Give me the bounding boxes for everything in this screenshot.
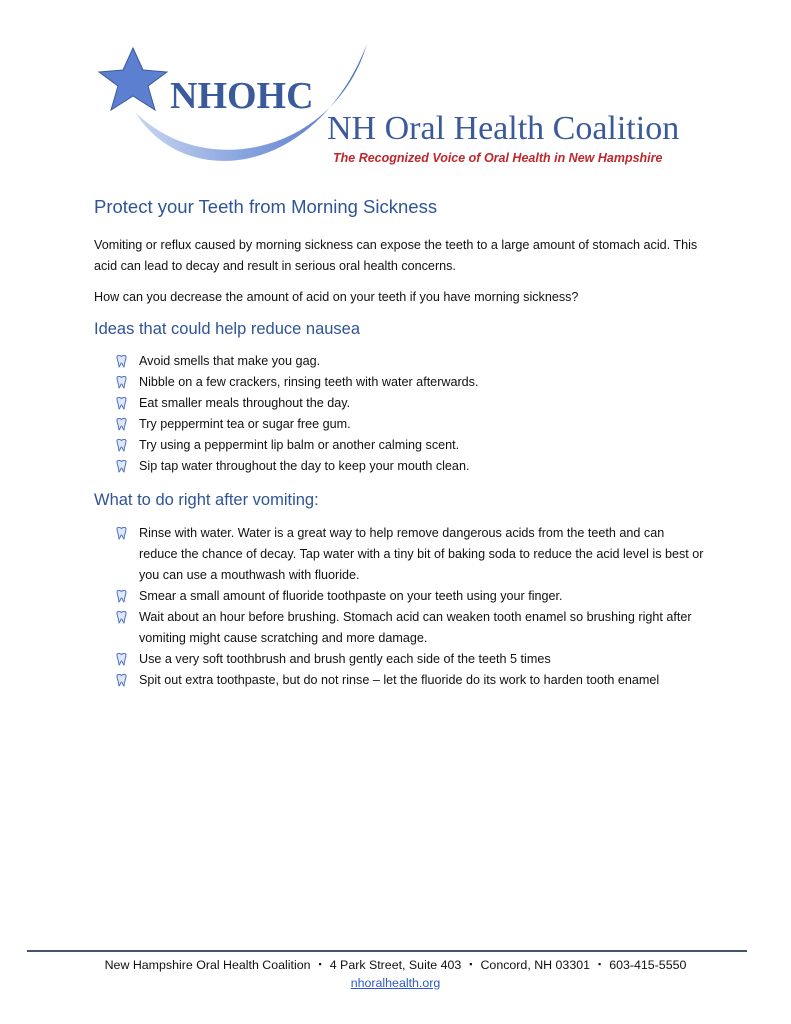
- after-vomiting-list: [94, 523, 704, 691]
- list-item-text: Nibble on a few crackers, rinsing teeth with water afterwards.: [139, 375, 479, 389]
- tooth-icon: [116, 376, 127, 389]
- list-item: [94, 393, 704, 414]
- logo-acronym: NHOHC: [170, 75, 314, 117]
- footer-org: New Hampshire Oral Health Coalition: [104, 958, 311, 972]
- footer-phone: 603-415-5550: [609, 958, 687, 972]
- footer-separator: ▪: [598, 959, 602, 969]
- list-item: [94, 435, 704, 456]
- list-item-text: Try using a peppermint lip balm or another calming scent.: [139, 438, 460, 452]
- organization-tagline: The Recognized Voice of Oral Health in New Hampshire: [333, 151, 663, 165]
- tooth-icon: [116, 527, 127, 540]
- list-item: [94, 649, 704, 670]
- list-item-text: Eat smaller meals throughout the day.: [139, 396, 351, 410]
- list-item-text: Sip tap water throughout the day to keep your mouth clean.: [139, 459, 470, 473]
- list-item: [94, 523, 704, 586]
- list-item-text: Smear a small amount of fluoride toothpaste on your teeth using your finger.: [139, 589, 563, 603]
- tooth-icon: [116, 418, 127, 431]
- list-item: [94, 414, 704, 435]
- section-heading-nausea: Ideas that could help reduce nausea: [94, 320, 361, 338]
- list-item: [94, 586, 704, 607]
- organization-name: NH Oral Health Coalition: [327, 110, 680, 147]
- list-item-text: Wait about an hour before brushing. Stomach acid can weaken tooth enamel so brushing right after vomiting might cause scratching and more damage.: [139, 610, 692, 645]
- page-title: Protect your Teeth from Morning Sickness: [94, 196, 438, 217]
- intro-paragraph: Vomiting or reflux caused by morning sickness can expose the teeth to a large amount of stomach acid. This acid can lead to decay and result in serious oral health concerns.: [94, 238, 698, 273]
- tooth-icon: [116, 611, 127, 624]
- question-paragraph: How can you decrease the amount of acid on your teeth if you have morning sickness?: [94, 290, 579, 304]
- document-body: [94, 196, 704, 691]
- list-item-text: Try peppermint tea or sugar free gum.: [139, 417, 351, 431]
- footer-separator: ▪: [469, 959, 473, 969]
- section-heading-after-vomiting: What to do right after vomiting:: [94, 491, 319, 509]
- list-item-text: Use a very soft toothbrush and brush gently each side of the teeth 5 times: [139, 652, 551, 666]
- footer-divider: [27, 950, 747, 952]
- tooth-icon: [116, 439, 127, 452]
- list-item: [94, 351, 704, 372]
- list-item: [94, 372, 704, 393]
- website-link[interactable]: nhoralhealth.org: [350, 976, 441, 990]
- tooth-icon: [116, 653, 127, 666]
- tooth-icon: [116, 590, 127, 603]
- footer-contact-line: [0, 958, 791, 972]
- tooth-icon: [116, 355, 127, 368]
- list-item: [94, 607, 704, 649]
- list-item-text: Rinse with water. Water is a great way to help remove dangerous acids from the teeth and can reduce the chance of decay. Tap water with a tiny bit of baking soda to reduce the acid level is best or you can use a mouthwash with fluoride.: [139, 526, 704, 582]
- footer-city: Concord, NH 03301: [480, 958, 590, 972]
- logo-header: [95, 42, 695, 172]
- tooth-icon: [116, 460, 127, 473]
- nausea-tips-list: [94, 351, 704, 477]
- list-item: [94, 456, 704, 477]
- list-item-text: Avoid smells that make you gag.: [139, 354, 321, 368]
- tooth-icon: [116, 397, 127, 410]
- list-item-text: Spit out extra toothpaste, but do not rinse – let the fluoride do its work to harden tooth enamel: [139, 673, 660, 687]
- tooth-icon: [116, 674, 127, 687]
- footer-address: 4 Park Street, Suite 403: [329, 958, 462, 972]
- list-item: [94, 670, 704, 691]
- footer-separator: ▪: [318, 959, 322, 969]
